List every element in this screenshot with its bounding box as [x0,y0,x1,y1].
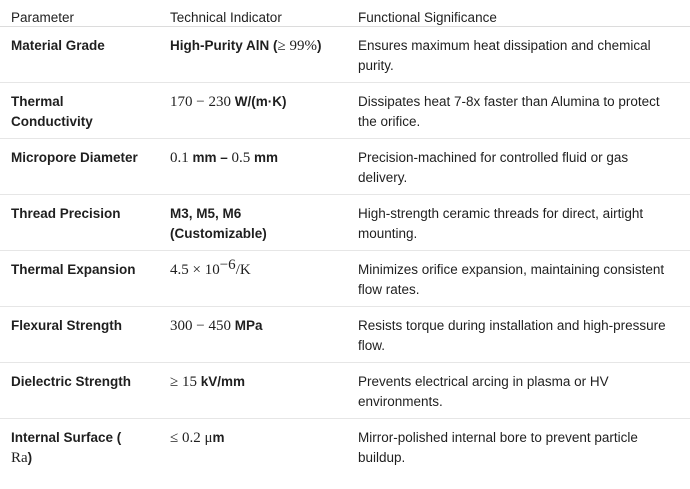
indicator-cell [158,26,347,82]
indicator-unit: mm [250,149,279,165]
indicator-cell [158,138,347,194]
significance-cell: Resists torque during installation and high-pressure flow. [347,306,690,362]
table-row [0,362,690,418]
indicator-math: 0.1 [170,149,189,166]
significance-cell: Prevents electrical arcing in plasma or HV environments. [347,362,690,418]
indicator-math: /K [235,261,251,278]
significance-cell: Mirror-polished internal bore to prevent particle buildup. [358,429,638,465]
significance-cell: Precision-machined for controlled fluid or gas delivery. [347,138,690,194]
indicator-cell [158,362,347,418]
table-row [0,250,690,306]
parameter-text: ) [27,449,33,465]
significance-cell: High-strength ceramic threads for direct, airtight mounting. [347,194,690,250]
parameter-cell: Thermal Expansion [0,250,158,306]
indicator-cell [158,250,347,306]
indicator-text: ) [316,37,322,53]
indicator-cell [158,306,347,362]
indicator-math: 300 − 450 [170,317,231,334]
parameter-cell: Thermal Conductivity [0,82,158,138]
indicator-cell: M3, M5, M6 (Customizable) [158,194,347,250]
header-indicator: Technical Indicator [158,0,347,26]
table-row [0,26,690,82]
indicator-unit: kV/mm [196,373,246,389]
table-row [0,418,690,480]
indicator-unit: m [212,429,225,445]
table-row [0,306,690,362]
significance-cell: Minimizes orifice expansion, maintaining consistent flow rates. [347,250,690,306]
indicator-cell [158,82,347,138]
indicator-unit: MPa [230,317,263,333]
parameter-text: Internal Surface ( [11,429,122,445]
indicator-math: ≥ 15 [170,373,197,390]
table-row [0,194,690,250]
table-row [0,138,690,194]
indicator-math: 0.5 [231,149,251,166]
indicator-exponent: −6 [219,256,236,273]
header-parameter: Parameter [0,0,158,26]
indicator-math: 170 − 230 [170,93,231,110]
parameter-cell: Dielectric Strength [0,362,158,418]
indicator-text: High-Purity AlN ( [170,37,278,53]
indicator-math: ≥ 99% [277,37,317,54]
parameter-cell: Flexural Strength [0,306,158,362]
indicator-text: mm – [188,149,232,165]
header-significance: Functional Significance [347,0,690,26]
parameter-cell [0,418,158,480]
indicator-cell [158,418,347,480]
indicator-math: 4.5 × 10 [170,261,220,278]
parameter-cell: Thread Precision [0,194,158,250]
parameter-cell: Material Grade [0,26,158,82]
header-row [0,0,690,26]
indicator-unit: W/(m·K) [230,93,287,109]
significance-cell: Ensures maximum heat dissipation and chemical purity. [347,26,690,82]
table-row [0,82,690,138]
significance-cell: Dissipates heat 7-8x faster than Alumina to protect the orifice. [347,82,690,138]
parameter-cell: Micropore Diameter [0,138,158,194]
parameter-math: Ra [11,449,28,466]
indicator-math: ≤ 0.2 μ [170,429,213,446]
